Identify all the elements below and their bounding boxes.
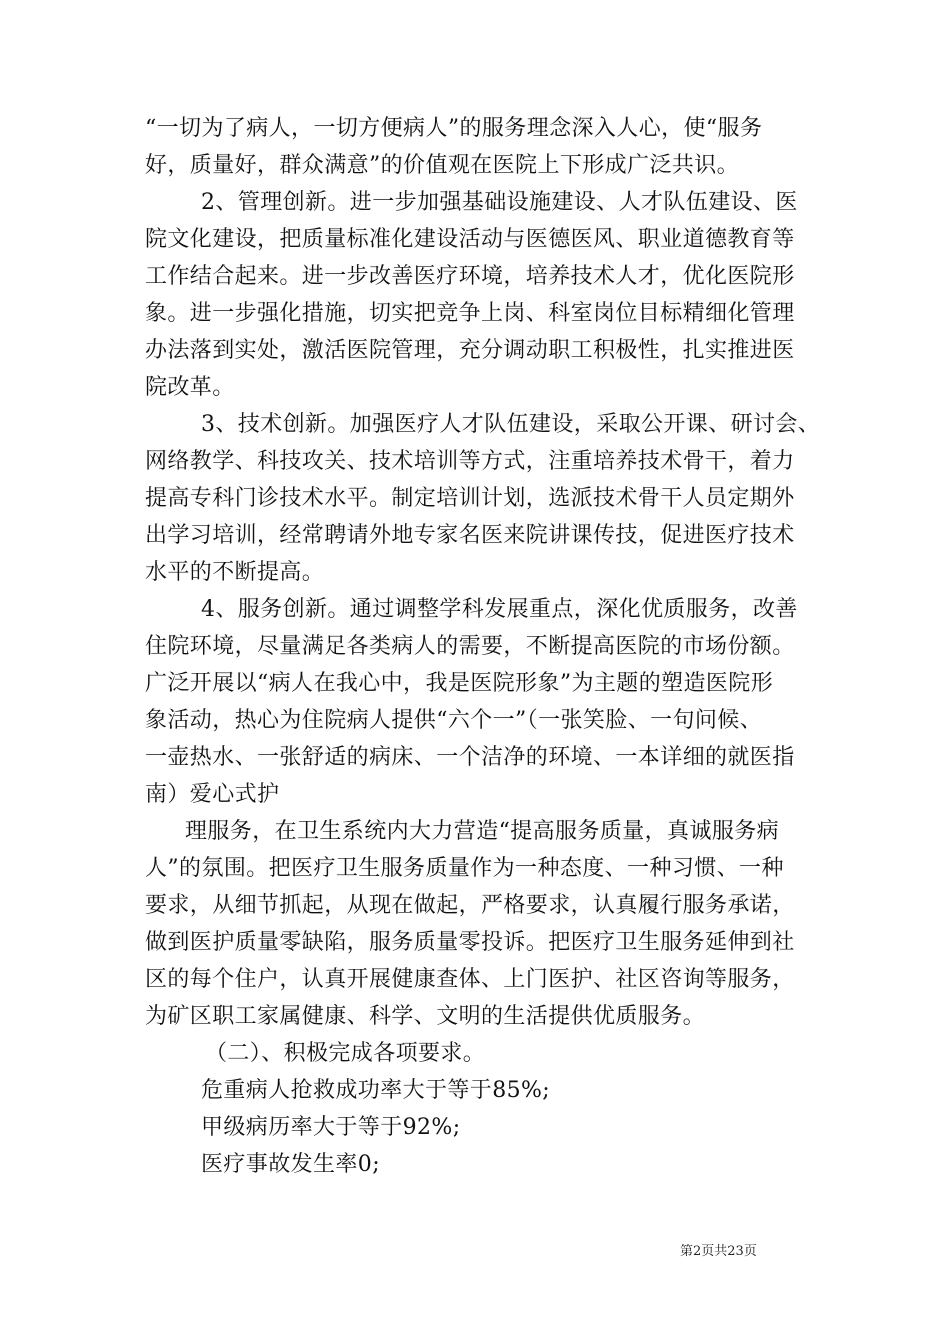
text-line: “一切为了病人，一切方便病人”的服务理念深入人心，使“服务 <box>145 116 763 141</box>
section-heading: （二）、积极完成各项要求。 <box>205 1041 486 1066</box>
text-line: 2、管理创新。进一步加强基础设施建设、人才队伍建设、医 <box>201 190 798 215</box>
text-line: 提高专科门诊技术水平。制定培训计划，选派技术骨干人员定期外 <box>145 486 795 511</box>
text-line: 为矿区职工家属健康、科学、文明的生活提供优质服务。 <box>145 1004 706 1029</box>
text-line: 象。进一步强化措施，切实把竞争上岗、科室岗位目标精细化管理 <box>145 301 795 326</box>
text-line: 一壶热水、一张舒适的病床、一个洁净的环境、一本详细的就医指 <box>145 745 795 770</box>
text-line: 好，质量好，群众满意”的价值观在医院上下形成广泛共识。 <box>145 153 740 178</box>
requirement-item: 医疗事故发生率0; <box>201 1152 381 1177</box>
requirement-item: 危重病人抢救成功率大于等于85%; <box>201 1078 551 1103</box>
page-number: 第2页共23页 <box>680 1244 757 1259</box>
text-line: 4、服务创新。通过调整学科发展重点，深化优质服务，改善 <box>201 597 798 622</box>
text-line: 要求，从细节抓起，从现在做起，严格要求，认真履行服务承诺， <box>145 893 795 918</box>
text-line: 区的每个住户，认真开展健康查体、上门医护、社区咨询等服务， <box>145 967 795 992</box>
document-body <box>145 110 821 1183</box>
text-line: 工作结合起来。进一步改善医疗环境，培养技术人才，优化医院形 <box>145 264 795 289</box>
requirement-item: 甲级病历率大于等于92%; <box>201 1115 461 1140</box>
text-line: 3、技术创新。加强医疗人才队伍建设，采取公开课、研讨会、 <box>201 412 821 437</box>
text-line: 做到医护质量零缺陷，服务质量零投诉。把医疗卫生服务延伸到社 <box>145 930 795 955</box>
text-line: 院文化建设，把质量标准化建设活动与医德医风、职业道德教育等 <box>145 227 795 252</box>
text-line: 水平的不断提高。 <box>145 560 325 585</box>
text-line: 出学习培训，经常聘请外地专家名医来院讲课传技，促进医疗技术 <box>145 523 795 548</box>
text-line: 理服务，在卫生系统内大力营造“提高服务质量，真诚服务病 <box>185 819 780 844</box>
text-line: 广泛开展以“病人在我心中，我是医院形象”为主题的塑造医院形 <box>145 671 774 696</box>
text-line: 院改革。 <box>145 375 235 400</box>
text-line: 南）爱心式护 <box>145 782 280 807</box>
text-line: 网络教学、科技攻关、技术培训等方式，注重培养技术骨干，着力 <box>145 449 795 474</box>
text-line: 人”的氛围。把医疗卫生服务质量作为一种态度、一种习惯、一种 <box>145 856 784 881</box>
text-line: 象活动，热心为住院病人提供“六个一”（一张笑脸、一句问候、 <box>145 708 763 733</box>
text-line: 住院环境，尽量满足各类病人的需要，不断提高医院的市场份额。 <box>145 634 795 659</box>
text-line: 办法落到实处，激活医院管理，充分调动职工积极性，扎实推进医 <box>145 338 795 363</box>
